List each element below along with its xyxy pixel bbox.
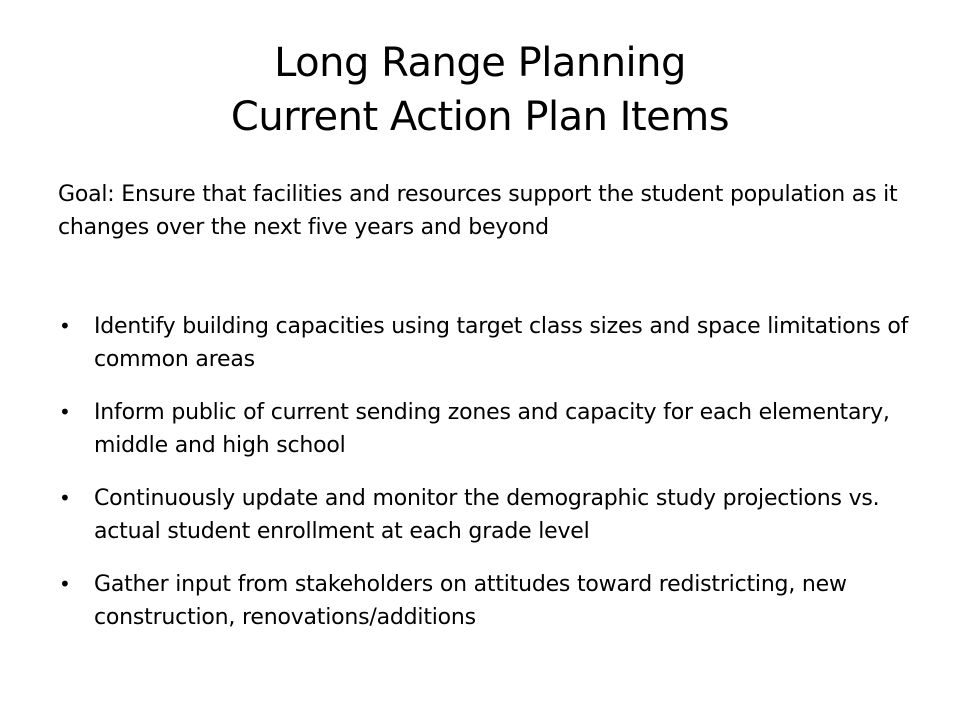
bullet-icon: •	[59, 314, 71, 338]
goal-statement: Goal: Ensure that facilities and resources support the student population as it changes over the next five years and beyond	[58, 182, 898, 240]
list-item-text: Continuously update and monitor the demographic study projections vs. actual student enrollment at each grade level	[94, 486, 880, 544]
action-items-list	[58, 310, 918, 654]
list-item	[58, 568, 918, 634]
list-item	[58, 482, 918, 548]
bullet-icon: •	[59, 486, 71, 510]
list-item-text: Inform public of current sending zones and capacity for each elementary, middle and high school	[94, 400, 890, 458]
list-item-text: Gather input from stakeholders on attitudes toward redistricting, new construction, renovations/additions	[94, 572, 847, 630]
slide-title	[48, 36, 912, 144]
list-item	[58, 310, 918, 376]
bullet-icon: •	[59, 572, 71, 596]
bullet-icon: •	[59, 400, 71, 424]
list-item-text: Identify building capacities using target class sizes and space limitations of common areas	[94, 314, 909, 372]
list-item	[58, 396, 918, 462]
title-line-2: Current Action Plan Items	[230, 94, 730, 140]
title-line-1: Long Range Planning	[274, 40, 686, 86]
